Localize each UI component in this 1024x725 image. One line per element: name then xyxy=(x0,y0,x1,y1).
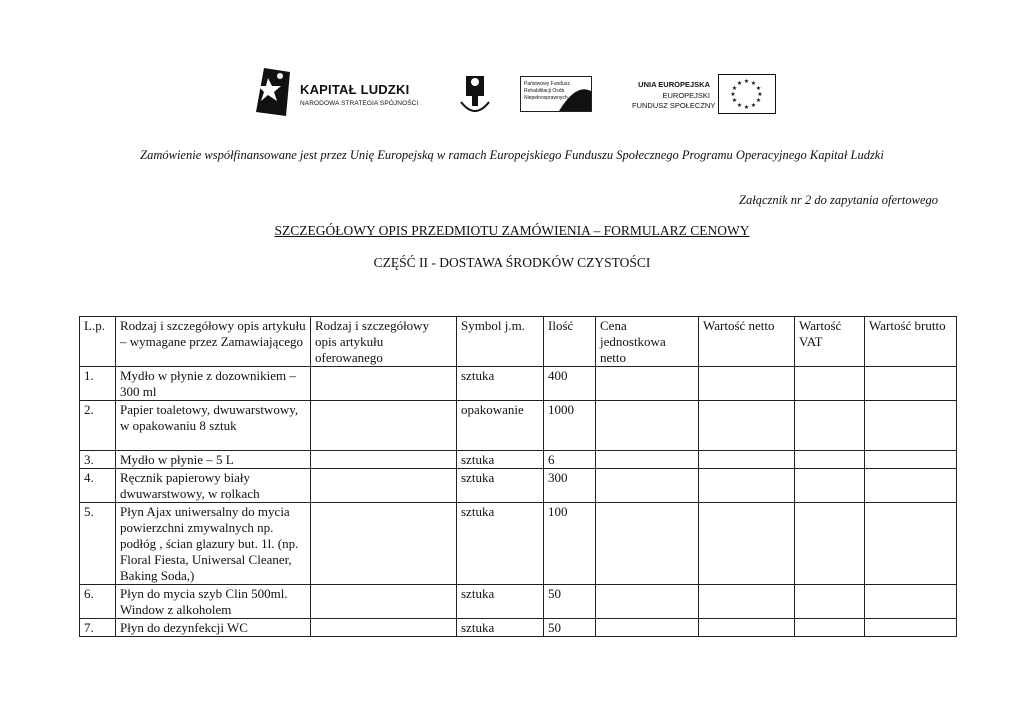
cell-quantity: 300 xyxy=(544,469,596,503)
cell-description: Papier toaletowy, dwuwarstwowy, w opakowaniu 8 sztuk xyxy=(116,401,311,451)
cell-offered-description[interactable] xyxy=(311,451,457,469)
cell-gross-value[interactable] xyxy=(865,503,957,585)
header-unit-symbol: Symbol j.m. xyxy=(457,317,544,367)
cell-description: Płyn Ajax uniwersalny do mycia powierzchni zmywalnych np. podłóg , ścian glazury but. 1l. (np. Floral Fiesta, Uniwersal Cleaner, Baking Soda,) xyxy=(116,503,311,585)
annex-label: Załącznik nr 2 do zapytania ofertowego xyxy=(739,193,938,207)
svg-text:★: ★ xyxy=(750,80,757,87)
funding-note: Zamówienie współfinansowane jest przez Unię Europejską w ramach Europejskiego Funduszu Społecznego Programu Operacyjnego Kapitał Ludzki xyxy=(140,148,884,162)
pfron-wave-icon xyxy=(521,77,591,111)
cell-description: Mydło w płynie z dozownikiem – 300 ml xyxy=(116,367,311,401)
header-gross-value: Wartość brutto xyxy=(865,317,957,367)
cell-vat-value[interactable] xyxy=(795,451,865,469)
svg-text:★: ★ xyxy=(736,102,743,109)
cell-lp: 3. xyxy=(80,451,116,469)
eu-stars-icon xyxy=(719,75,774,112)
part-title: CZĘŚĆ II - DOSTAWA ŚRODKÓW CZYSTOŚCI xyxy=(373,255,651,270)
cell-offered-description[interactable] xyxy=(311,469,457,503)
eu-line-1: UNIA EUROPEJSKA xyxy=(638,80,710,89)
cell-lp: 7. xyxy=(80,619,116,637)
cell-offered-description[interactable] xyxy=(311,619,457,637)
cell-gross-value[interactable] xyxy=(865,469,957,503)
header-required-description: Rodzaj i szczegółowy opis artykułu – wymagane przez Zamawiającego xyxy=(116,317,311,367)
cell-unit: sztuka xyxy=(457,619,544,637)
cell-vat-value[interactable] xyxy=(795,469,865,503)
svg-text:★: ★ xyxy=(730,91,736,98)
pfron-line-2: Rehabilitacji Osób xyxy=(524,88,565,94)
cell-net-value[interactable] xyxy=(699,503,795,585)
eu-logo xyxy=(632,74,778,114)
cell-vat-value[interactable] xyxy=(795,367,865,401)
cell-description: Płyn do mycia szyb Clin 500ml. Window z alkoholem xyxy=(116,585,311,619)
cell-unit-net-price[interactable] xyxy=(596,503,699,585)
cell-net-value[interactable] xyxy=(699,619,795,637)
svg-text:★: ★ xyxy=(755,97,762,104)
cell-quantity: 400 xyxy=(544,367,596,401)
cell-quantity: 50 xyxy=(544,619,596,637)
price-form-table xyxy=(79,316,957,637)
cell-description: Mydło w płynie – 5 L xyxy=(116,451,311,469)
cell-vat-value[interactable] xyxy=(795,585,865,619)
cell-quantity: 6 xyxy=(544,451,596,469)
svg-text:★: ★ xyxy=(755,85,762,92)
cell-quantity: 100 xyxy=(544,503,596,585)
cell-offered-description[interactable] xyxy=(311,585,457,619)
cell-gross-value[interactable] xyxy=(865,367,957,401)
cell-unit-net-price[interactable] xyxy=(596,367,699,401)
cell-lp: 2. xyxy=(80,401,116,451)
cell-lp: 6. xyxy=(80,585,116,619)
table-row xyxy=(80,503,957,585)
cell-lp: 5. xyxy=(80,503,116,585)
header-unit-net-price: Cena jednostkowa netto xyxy=(596,317,699,367)
cell-description: Płyn do dezynfekcji WC xyxy=(116,619,311,637)
cell-lp: 1. xyxy=(80,367,116,401)
cell-unit: sztuka xyxy=(457,367,544,401)
cell-gross-value[interactable] xyxy=(865,451,957,469)
cell-quantity: 1000 xyxy=(544,401,596,451)
table-row xyxy=(80,469,957,503)
cell-gross-value[interactable] xyxy=(865,401,957,451)
header-offered-description: Rodzaj i szczegółowy opis artykułu oferowanego xyxy=(311,317,457,367)
pfron-line-3: Niepełnosprawnych xyxy=(524,95,568,101)
table-row xyxy=(80,451,957,469)
cell-unit-net-price[interactable] xyxy=(596,619,699,637)
pfron-logo xyxy=(520,76,592,112)
svg-text:★: ★ xyxy=(731,97,738,104)
emblem-figure-icon xyxy=(458,72,492,120)
cell-offered-description[interactable] xyxy=(311,503,457,585)
cell-net-value[interactable] xyxy=(699,401,795,451)
header-quantity: Ilość xyxy=(544,317,596,367)
svg-text:★: ★ xyxy=(750,102,757,109)
cell-net-value[interactable] xyxy=(699,367,795,401)
table-row xyxy=(80,401,957,451)
cell-quantity: 50 xyxy=(544,585,596,619)
eu-line-2: EUROPEJSKI xyxy=(662,91,710,100)
cell-vat-value[interactable] xyxy=(795,503,865,585)
cell-unit: sztuka xyxy=(457,503,544,585)
cell-vat-value[interactable] xyxy=(795,619,865,637)
logo-strip xyxy=(0,66,1024,122)
document-title: SZCZEGÓŁOWY OPIS PRZEDMIOTU ZAMÓWIENIA – FORMULARZ CENOWY xyxy=(274,223,750,238)
cell-unit: sztuka xyxy=(457,585,544,619)
svg-text:★: ★ xyxy=(757,91,763,98)
kapital-ludzki-logo xyxy=(256,68,419,118)
table-row xyxy=(80,367,957,401)
cell-offered-description[interactable] xyxy=(311,401,457,451)
kapital-ludzki-mark-icon xyxy=(256,68,290,116)
table-header-row xyxy=(80,317,957,367)
cell-lp: 4. xyxy=(80,469,116,503)
cell-unit: sztuka xyxy=(457,469,544,503)
cell-unit-net-price[interactable] xyxy=(596,585,699,619)
header-net-value: Wartość netto xyxy=(699,317,795,367)
svg-text:★: ★ xyxy=(743,104,750,111)
kapital-ludzki-title: KAPITAŁ LUDZKI xyxy=(300,82,410,97)
table-row xyxy=(80,619,957,637)
kapital-ludzki-subtitle: NARODOWA STRATEGIA SPÓJNOŚCI xyxy=(300,100,419,107)
cell-unit: opakowanie xyxy=(457,401,544,451)
cell-net-value[interactable] xyxy=(699,451,795,469)
cell-unit-net-price[interactable] xyxy=(596,469,699,503)
cell-description: Ręcznik papierowy biały dwuwarstwowy, w rolkach xyxy=(116,469,311,503)
svg-text:★: ★ xyxy=(736,80,743,87)
table-row xyxy=(80,585,957,619)
cell-vat-value[interactable] xyxy=(795,401,865,451)
svg-text:★: ★ xyxy=(731,85,738,92)
eu-line-3: FUNDUSZ SPOŁECZNY xyxy=(632,101,716,110)
eu-flag xyxy=(718,74,776,114)
cell-gross-value[interactable] xyxy=(865,585,957,619)
cell-net-value[interactable] xyxy=(699,469,795,503)
header-vat-value: Wartość VAT xyxy=(795,317,865,367)
cell-gross-value[interactable] xyxy=(865,619,957,637)
pfron-line-1: Państwowy Fundusz xyxy=(524,81,570,87)
svg-text:★: ★ xyxy=(743,78,750,85)
cell-unit-net-price[interactable] xyxy=(596,401,699,451)
header-lp: L.p. xyxy=(80,317,116,367)
cell-unit: sztuka xyxy=(457,451,544,469)
cell-net-value[interactable] xyxy=(699,585,795,619)
cell-offered-description[interactable] xyxy=(311,367,457,401)
cell-unit-net-price[interactable] xyxy=(596,451,699,469)
emblem-logo xyxy=(458,72,492,120)
